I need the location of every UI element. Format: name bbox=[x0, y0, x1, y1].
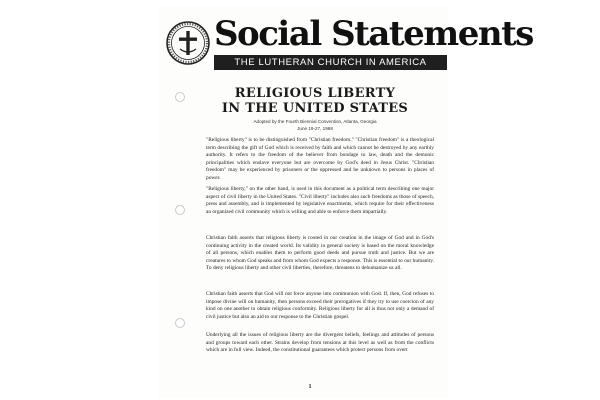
body-paragraph: "Religious liberty," on the other hand, is used in this document as a political term describing one major aspect of civil liberty in the United States. "Civil liberty" includes also such freedoms as those of speech, press and assembly, and is implemented by legislative enactments, which require for their effectiveness an organized civil community which is willing and able to enforce them impartially. bbox=[206, 186, 434, 215]
punch-hole bbox=[175, 92, 185, 102]
body-paragraph: Christian faith asserts that religious liberty is rooted in our creation in the image of God and in God's continuing activity in the created world. Its validity in general society is based on the moral knowledge of all persons, which enables them to perform good deeds and pursue truth and justice. But we are creatures to whom God speaks and from whom God expects a response. This is essential to our humanity. To deny religious liberty and other civil liberties, therefore, threatens to dehumanize us all. bbox=[206, 235, 434, 272]
adoption-note: Adopted by the Fourth Biennial Convention, Atlanta, Georgia bbox=[253, 119, 377, 124]
church-seal-icon bbox=[165, 20, 211, 66]
page-number: 1 bbox=[308, 384, 312, 390]
statement-title: RELIGIOUS LIBERTY bbox=[234, 86, 396, 101]
masthead-title: Social Statements bbox=[214, 14, 533, 54]
masthead-subtitle: THE LUTHERAN CHURCH IN AMERICA bbox=[214, 55, 447, 70]
body-paragraph: Underlying all the issues of religious liberty are the divergent beliefs, feelings and attitudes of persons and groups toward each other. Strains develop from tensions at this level as well as from the conflicts which are in full view. Indeed, the constitutional guarantees which protect persons from overt bbox=[206, 332, 434, 354]
body-paragraph: Christian faith asserts that God will not force anyone into communion with God. If, then, God refuses to impose divine will on humanity, then persons exceed their prerogatives if they try to use coercion of any kind on one another to obtain religious conformity. Religious liberty for all is thus not only a demand of civil justice but also an aid to our response to the Christian gospel. bbox=[206, 291, 434, 320]
punch-hole bbox=[175, 318, 185, 328]
body-paragraph: "Religious liberty" is to be distinguished from "Christian freedom." "Christian freedom" is a theological term describing the gift of God which is received by faith and which cannot be destroyed by any earthly authority. It refers to the freedom of the believer from bondage to law, death and the demonic principalities which enslave everyone but are overcome by God's deed in Jesus Christ. "Christian freedom" may be experienced by prisoners or the oppressed and be unknown to persons in places of power. bbox=[206, 137, 434, 181]
adoption-date: June 19-27, 1968 bbox=[297, 126, 333, 131]
punch-hole bbox=[175, 205, 185, 215]
statement-title: IN THE UNITED STATES bbox=[221, 101, 409, 116]
